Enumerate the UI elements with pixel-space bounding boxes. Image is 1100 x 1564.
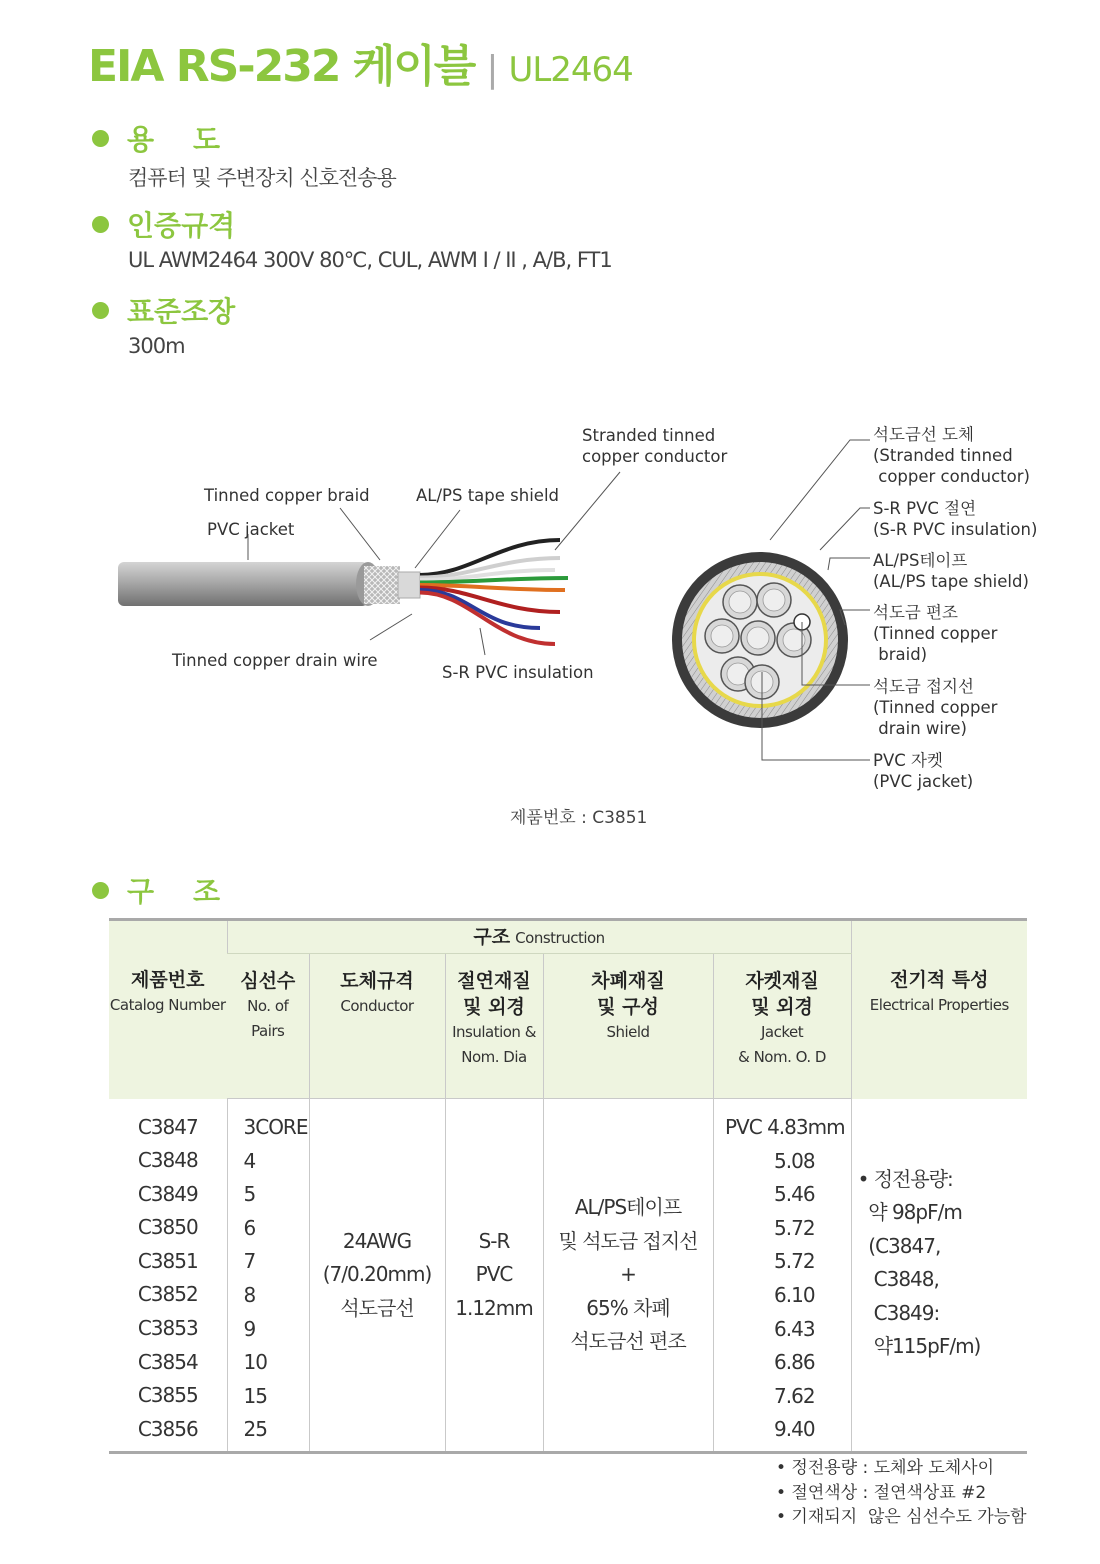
label-tape: AL/PS tape shield — [416, 486, 560, 505]
pairs-cell: 8 — [243, 1282, 256, 1307]
bullet-icon — [92, 130, 109, 147]
th-jacket: 자켓재질 및 외경 Jacket & Nom. O. D — [713, 954, 851, 1099]
conductor-cell: 24AWG (7/0.20mm) 석도금선 — [309, 1099, 445, 1453]
jacket-cell: 6.86 — [774, 1350, 815, 1375]
shield-cell: AL/PS테이프 및 석도금 접지선 + 65% 차폐 석도금선 편조 — [543, 1099, 713, 1453]
spec-table — [109, 918, 1027, 1454]
page-title — [88, 30, 633, 94]
catalog-cell: C3850 — [137, 1215, 198, 1240]
footnote: • 절연색상 : 절연색상표 #2 — [776, 1482, 987, 1503]
xlabel-braid: 석도금 편조 (Tinned copper braid) — [873, 603, 998, 664]
footnotes — [776, 1456, 1027, 1530]
catalog-cell: C3855 — [137, 1383, 198, 1408]
label-stranded-1: Stranded tinned — [582, 426, 716, 445]
wires — [420, 540, 568, 644]
electrical-cell: • 정전용량: 약 98pF/m (C3847, C3848, C3849: 약115pF/m) — [851, 1099, 1027, 1453]
xlabel-tape: AL/PS테이프 (AL/PS tape shield) — [873, 551, 1029, 591]
section-body-usage: 컴퓨터 및 주변장치 신호전송용 — [128, 166, 396, 190]
title-model: UL2464 — [508, 50, 633, 90]
xlabel-jacket: PVC 자켓 (PVC jacket) — [873, 751, 974, 791]
catalog-cell: C3853 — [137, 1316, 198, 1341]
th-construction: 구조 Construction — [227, 920, 851, 954]
th-conductor: 도체규격 Conductor — [309, 954, 445, 1099]
th-pairs: 심선수 No. of Pairs — [227, 954, 309, 1099]
insulation-cell: S-R PVC 1.12mm — [445, 1099, 543, 1453]
title-separator: | — [486, 49, 497, 90]
jacket-cell: PVC 4.83mm — [725, 1115, 845, 1139]
tape-section — [398, 572, 420, 598]
jacket-cell: 5.72 — [774, 1215, 815, 1240]
catalog-cell: C3847 — [137, 1114, 198, 1139]
catalog-cell: C3856 — [137, 1416, 198, 1441]
side-cable — [118, 540, 568, 644]
label-insulation: S-R PVC insulation — [442, 663, 594, 682]
xlabel-conductor: 석도금선 도체 (Stranded tinned copper conductor) — [873, 425, 1030, 486]
bullet-icon — [92, 882, 109, 899]
catalog-cell: C3848 — [137, 1148, 198, 1173]
th-insulation: 절연재질 및 외경 Insulation & Nom. Dia — [445, 954, 543, 1099]
jacket-cell: 6.43 — [774, 1316, 815, 1341]
catalog-caption: 제품번호 : C3851 — [510, 808, 648, 828]
footnote: • 기재되지 않은 심선수도 가능함 — [776, 1507, 1027, 1527]
section-body-length: 300m — [128, 334, 185, 358]
pairs-cell: 25 — [243, 1417, 267, 1442]
jacket-cell: 5.72 — [774, 1249, 815, 1274]
label-braid: Tinned copper braid — [204, 486, 370, 505]
pairs-cell: 15 — [243, 1383, 267, 1408]
label-stranded-2: copper conductor — [582, 447, 728, 466]
section-heading: 인증규격 — [127, 209, 236, 242]
pairs-cell: 3CORE — [243, 1115, 308, 1139]
catalog-cell: C3852 — [137, 1282, 198, 1307]
pairs-cell: 9 — [243, 1316, 256, 1341]
th-shield: 차폐재질 및 구성 Shield — [543, 954, 713, 1099]
label-drain: Tinned copper drain wire — [172, 651, 378, 670]
catalog-cell: C3849 — [137, 1181, 198, 1206]
pairs-cell: 4 — [243, 1148, 256, 1173]
pairs-cell: 10 — [243, 1350, 267, 1375]
section-body-cert: UL AWM2464 300V 80℃, CUL, AWM I / II , A/B, FT1 — [128, 248, 612, 272]
th-catalog: 제품번호 Catalog Number — [109, 920, 227, 1099]
section-length — [92, 290, 235, 330]
core-conductor — [763, 589, 785, 611]
cross-section — [672, 552, 848, 728]
section-usage — [92, 118, 220, 158]
pairs-cell: 7 — [243, 1249, 256, 1274]
col-jacket — [713, 1099, 851, 1453]
pairs-cell: 6 — [243, 1215, 256, 1240]
jacket-body — [118, 562, 368, 606]
core-conductor — [747, 627, 769, 649]
col-pairs — [227, 1099, 309, 1453]
jacket-cell: 6.10 — [774, 1282, 815, 1307]
bullet-icon — [92, 302, 109, 319]
core-conductor — [729, 591, 751, 613]
catalog-cell: C3851 — [137, 1248, 198, 1273]
title-main: EIA RS-232 케이블 — [88, 41, 475, 92]
label-jacket: PVC jacket — [207, 520, 295, 539]
section-cert — [92, 204, 235, 244]
braid-section — [364, 566, 400, 604]
jacket-cell: 9.40 — [774, 1417, 815, 1442]
catalog-cell: C3854 — [137, 1349, 198, 1374]
core-conductor — [711, 625, 733, 647]
section-heading: 용 도 — [127, 123, 221, 156]
footnote: • 정전용량 : 도체와 도체사이 — [776, 1458, 995, 1478]
section-heading: 표준조장 — [127, 295, 236, 328]
jacket-cell: 5.46 — [774, 1182, 815, 1207]
jacket-cell: 7.62 — [774, 1383, 815, 1408]
bullet-icon — [92, 216, 109, 233]
section-heading: 구 조 — [127, 875, 221, 908]
xlabel-drain: 석도금 접지선 (Tinned copper drain wire) — [873, 677, 998, 738]
th-electrical: 전기적 특성 Electrical Properties — [851, 920, 1027, 1099]
jacket-cell: 5.08 — [774, 1148, 815, 1173]
col-catalog — [109, 1099, 227, 1453]
xlabel-insulation: S-R PVC 절연 (S-R PVC insulation) — [873, 499, 1038, 539]
pairs-cell: 5 — [243, 1182, 256, 1207]
section-structure — [92, 870, 220, 910]
